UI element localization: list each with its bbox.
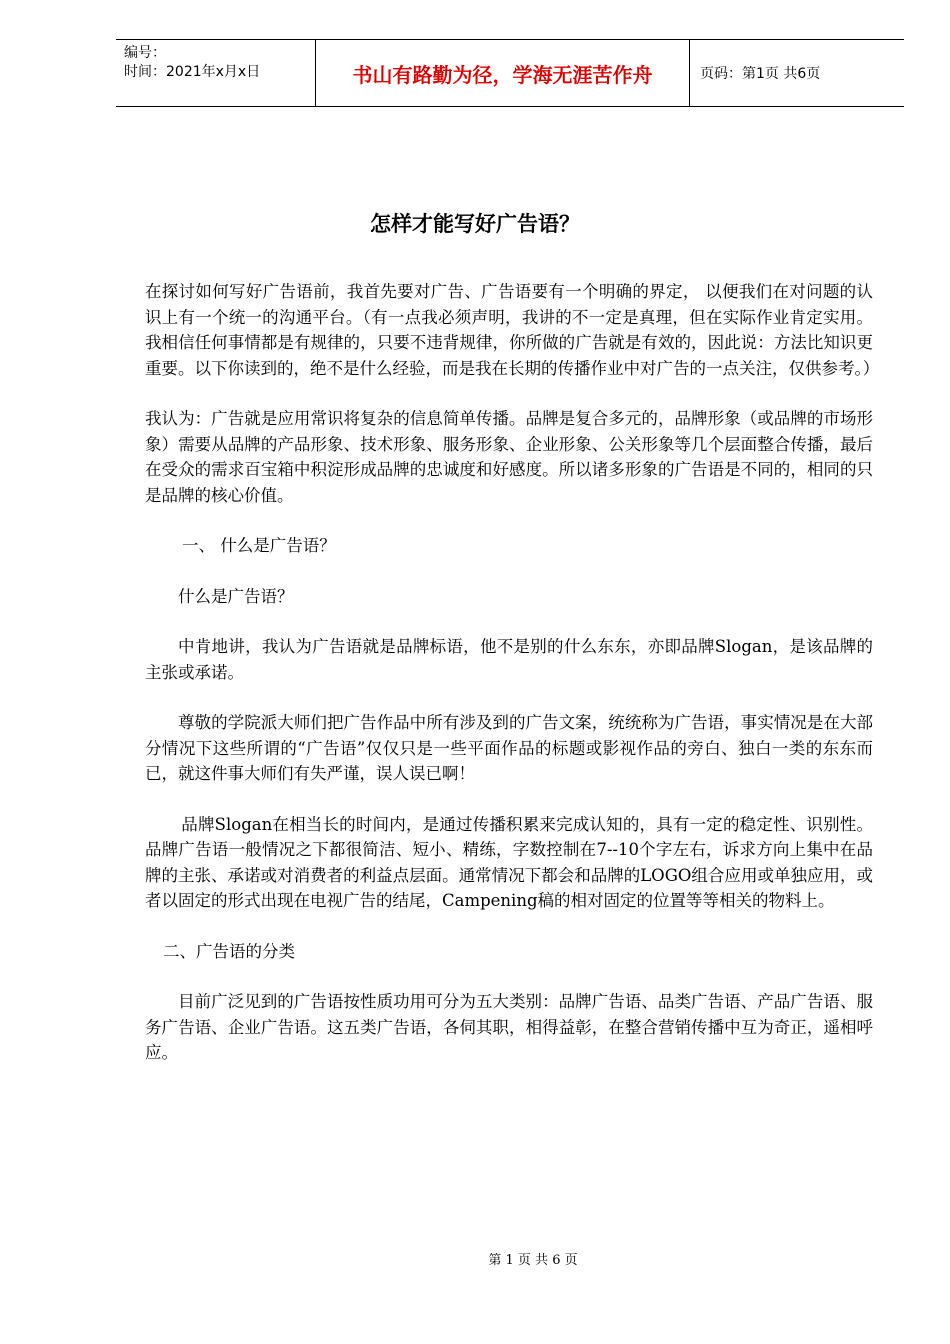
paragraph-categories: 目前广泛见到的广告语按性质功用可分为五大类别：品牌广告语、品类广告语、产品广告语、服务广告语、企业广告语。这五类广告语，各伺其职，相得益彰，在整合营销传播中互为奇正，遥相呼应。	[145, 992, 873, 1062]
paragraph-intro: 在探讨如何写好广告语前，我首先要对广告、广告语要有一个明确的界定， 以便我们在对问题的认识上有一个统一的沟通平台。（有一点我必须声明，我讲的不一定是真理，但在实际作业肯定实用。我相信任何事情都是有规律的，只要不违背规律，你所做的广告就是有效的，因此说：方法比知识更重要。以下你读到的，绝不是什么经验，而是我在长期的传播作业中对广告的一点关注，仅供参考。）	[145, 282, 880, 378]
page-footer: 第 1 页 共 6 页	[488, 1253, 578, 1268]
header-page-label: 页码：第1页 共6页	[700, 66, 821, 82]
paragraph-slogan: 中肯地讲，我认为广告语就是品牌标语，他不是别的什么东东，亦即品牌Slogan，是该品牌的主张或承诺。	[145, 637, 873, 682]
header-table	[116, 39, 904, 107]
document-body	[145, 279, 880, 1066]
section-heading-1: 一、 什么是广告语？	[182, 536, 336, 555]
number-label: 编号：	[124, 45, 166, 61]
header-motto: 书山有路勤为径，学海无涯苦作舟	[316, 40, 690, 106]
time-label: 时间：2021年x月x日	[124, 64, 261, 80]
subheading-what-is: 什么是广告语？	[178, 586, 294, 606]
paragraph-definition: 我认为：广告就是应用常识将复杂的信息简单传播。品牌是复合多元的，品牌形象（或品牌的市场形象）需要从品牌的产品形象、技术形象、服务形象、企业形象、公关形象等几个层面整合传播，最后在受众的需求百宝箱中积淀形成品牌的忠诚度和好感度。所以诸多形象的广告语是不同的，相同的只是品牌的核心价值。	[145, 409, 873, 505]
document-title: 怎样才能写好广告语？	[370, 212, 580, 236]
header-meta-cell	[116, 40, 316, 106]
paragraph-academic: 尊敬的学院派大师们把广告作品中所有涉及到的广告文案，统统称为广告语，事实情况是在大部分情况下这些所谓的“广告语”仅仅只是一些平面作品的标题或影视作品的旁白、独白一类的东东而已，就这件事大师们有失严谨，误人误已啊！	[145, 713, 873, 783]
section-heading-2: 二、广告语的分类	[163, 941, 295, 961]
paragraph-brand-slogan: 品牌Slogan在相当长的时间内，是通过传播积累来完成认知的，具有一定的稳定性、识别性。品牌广告语一般情况之下都很简洁、短小、精练，字数控制在7--10个字左右，诉求方向上集中在品牌的主张、承诺或对消费者的利益点层面。通常情况下都会和品牌的LOGO组合应用或单独应用，或者以固定的形式出现在电视广告的结尾，Campening稿的相对固定的位置等等相关的物料上。	[145, 814, 873, 910]
